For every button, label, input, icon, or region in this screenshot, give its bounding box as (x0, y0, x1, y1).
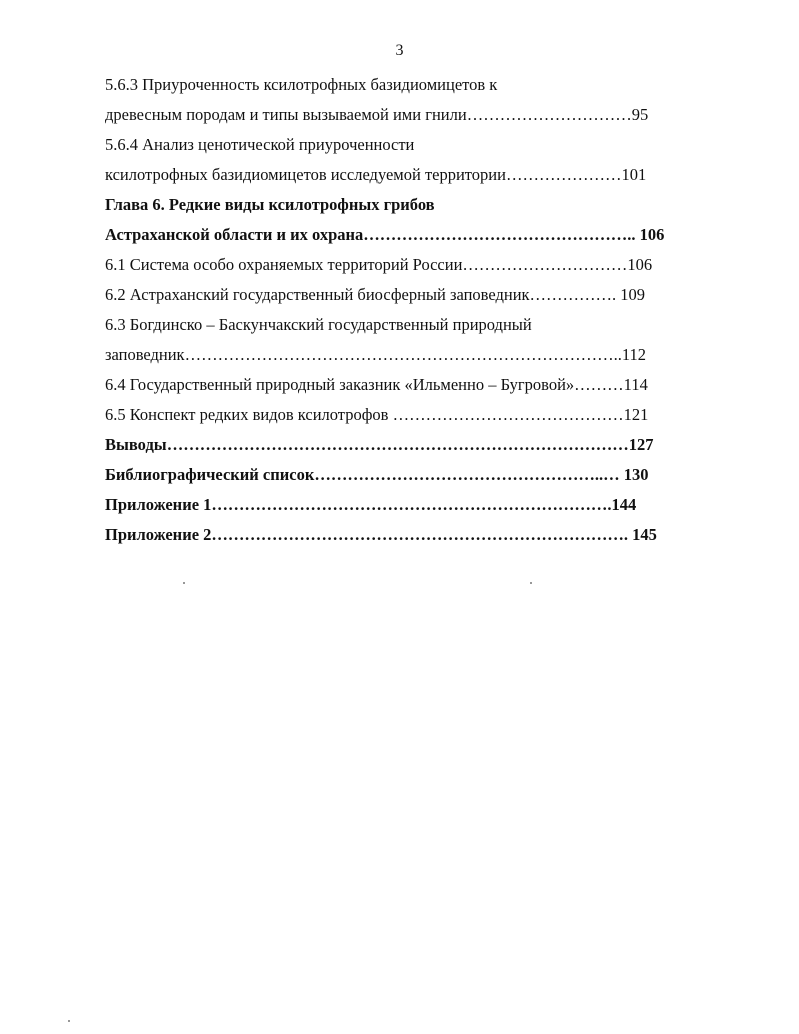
toc-section-heading (105, 460, 715, 490)
toc-entry-text: 6.4 Государственный природный заказник «Ильменно – Бугровой»………114 (105, 375, 648, 394)
toc-entry-text: Библиографический список……………………………………………..… 130 (105, 465, 649, 484)
toc-entry (105, 70, 715, 100)
toc-entry-text: 6.5 Конспект редких видов ксилотрофов ……………………………………121 (105, 405, 649, 424)
toc-chapter-heading (105, 220, 715, 250)
scan-speck (68, 1020, 70, 1022)
toc-section-heading (105, 520, 715, 550)
scan-speck (183, 582, 185, 584)
toc-entry-text: 6.3 Богдинско – Баскунчакский государственный природный (105, 315, 532, 334)
toc-entry-text: 6.1 Система особо охраняемых территорий России…………………………106 (105, 255, 653, 274)
toc-entry-text: Глава 6. Редкие виды ксилотрофных грибов (105, 195, 435, 214)
toc-entry-text: Выводы…………………………………………………………………………127 (105, 435, 654, 454)
toc-chapter-heading (105, 190, 715, 220)
toc-entry (105, 280, 715, 310)
table-of-contents (105, 70, 715, 550)
toc-entry-text: 5.6.4 Анализ ценотической приуроченности (105, 135, 415, 154)
toc-entry-text: древесным породам и типы вызываемой ими гнили…………………………95 (105, 105, 649, 124)
toc-entry-text: заповедник……………………………………………………………………..112 (105, 345, 646, 364)
toc-section-heading (105, 490, 715, 520)
toc-entry-text: 5.6.3 Приуроченность ксилотрофных базидиомицетов к (105, 75, 498, 94)
toc-entry (105, 340, 715, 370)
toc-entry-text: Приложение 2…………………………………………………………………. 145 (105, 525, 657, 544)
toc-entry (105, 370, 715, 400)
toc-entry-text: Астраханской области и их охрана………………………………………….. 106 (105, 225, 665, 244)
toc-entry (105, 100, 715, 130)
toc-entry-text: Приложение 1……………………………………………………………….144 (105, 495, 637, 514)
toc-entry (105, 250, 715, 280)
page-number: 3 (395, 42, 404, 59)
scan-speck (530, 582, 532, 584)
toc-entry (105, 310, 715, 340)
toc-section-heading (105, 430, 715, 460)
toc-entry-text: ксилотрофных базидиомицетов исследуемой территории…………………101 (105, 165, 647, 184)
toc-entry-text: 6.2 Астраханский государственный биосферный заповедник……………. 109 (105, 285, 646, 304)
toc-entry (105, 400, 715, 430)
toc-entry (105, 130, 715, 160)
toc-entry (105, 160, 715, 190)
